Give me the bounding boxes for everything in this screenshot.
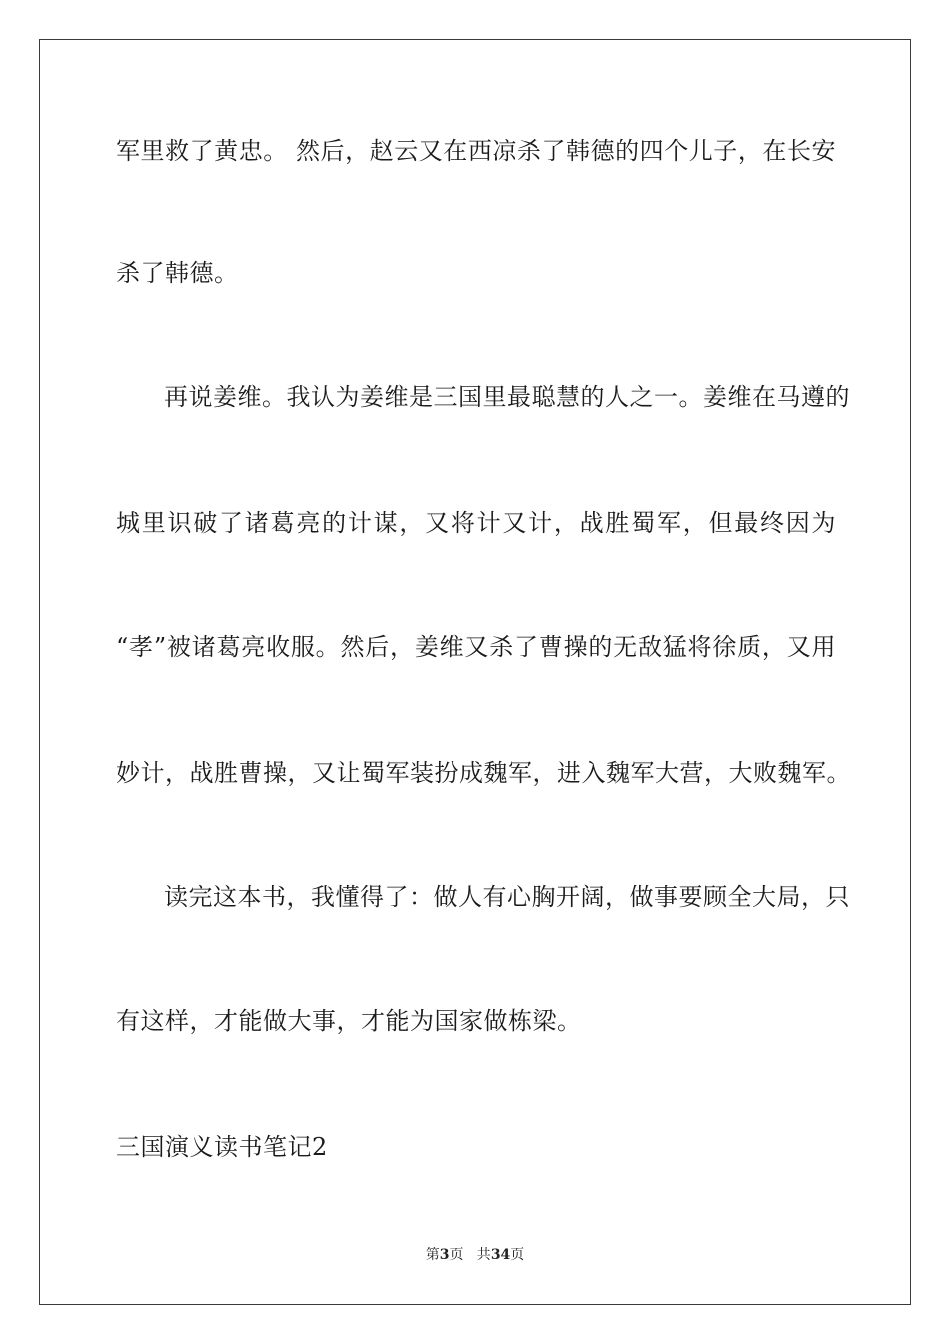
footer-suffix: 页 <box>510 1247 525 1263</box>
paragraph-line: 城里识破了诸葛亮的计谋，又将计又计，战胜蜀军，但最终因为 <box>116 509 836 537</box>
paragraph-line: 杀了韩德。 <box>116 259 239 287</box>
paragraph-line: 妙计，战胜曹操，又让蜀军装扮成魏军，进入魏军大营，大败魏军。 <box>116 759 851 787</box>
footer-prefix: 第 <box>425 1247 440 1263</box>
paragraph-line: 军里救了黄忠。 然后，赵云又在西凉杀了韩德的四个儿子，在长安 <box>116 137 836 165</box>
section-heading: 三国演义读书笔记2 <box>116 1133 328 1161</box>
paragraph-line: 读完这本书，我懂得了：做人有心胸开阔，做事要顾全大局，只 <box>164 883 850 911</box>
total-pages-number: 34 <box>490 1247 511 1263</box>
paragraph-line: 再说姜维。我认为姜维是三国里最聪慧的人之一。姜维在马遵的 <box>164 383 850 411</box>
current-page-number: 3 <box>439 1247 450 1263</box>
page-border <box>39 39 911 1305</box>
footer-mid: 页 共 <box>449 1247 491 1263</box>
paragraph-line: “孝”被诸葛亮收服。然后，姜维又杀了曹操的无敌猛将徐质，又用 <box>116 633 836 661</box>
paragraph-line: 有这样，才能做大事，才能为国家做栋梁。 <box>116 1007 582 1035</box>
page-footer <box>0 1246 950 1264</box>
